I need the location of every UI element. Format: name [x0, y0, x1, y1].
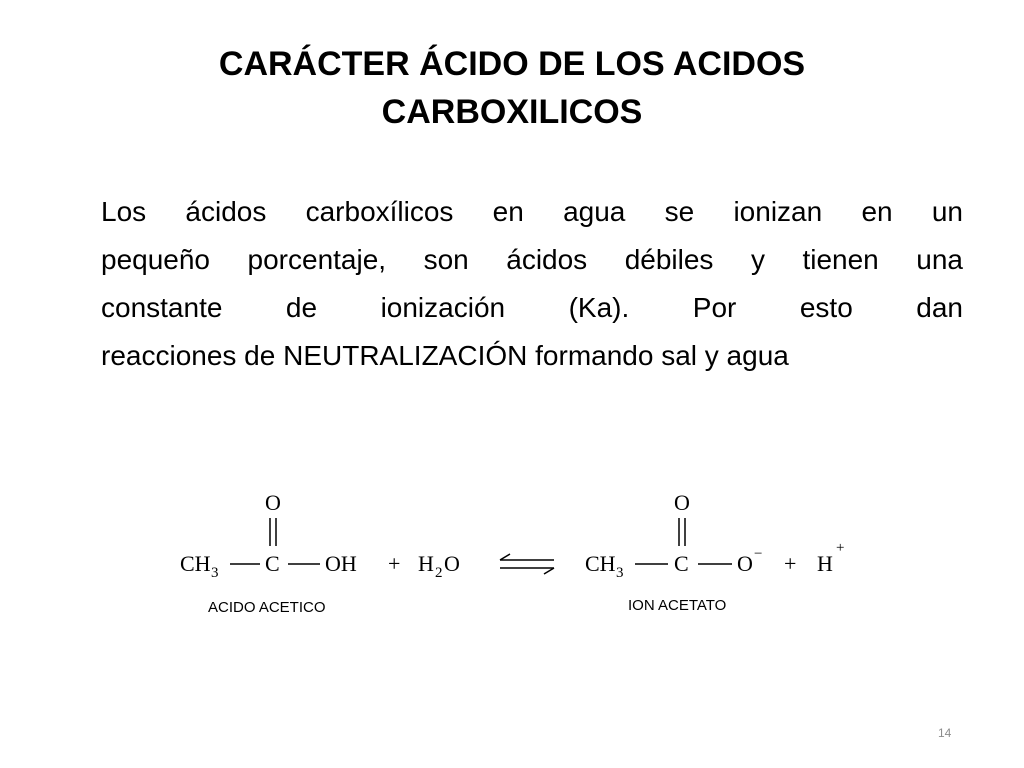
- proton: [817, 540, 844, 576]
- ion-ch: CH: [585, 551, 616, 576]
- acetate-ion-structure: [585, 490, 762, 614]
- body-line-4: reacciones de NEUTRALIZACIÓN formando sal y agua: [101, 340, 789, 371]
- body-line-1: Los ácidos carboxílicos en agua se ionizan en un: [101, 196, 963, 227]
- body-paragraph: [101, 188, 963, 380]
- ion-top-oxygen: O: [674, 490, 690, 515]
- page-number: 14: [938, 726, 952, 740]
- forward-arrow-head: [500, 554, 510, 560]
- acid-caption: ACIDO ACETICO: [208, 599, 326, 616]
- acid-oh: OH: [325, 551, 357, 576]
- plus-sign-2: +: [784, 551, 797, 576]
- neutralization-equation: [170, 480, 870, 620]
- reverse-arrow-head: [544, 568, 554, 574]
- acid-ch-subscript: 3: [211, 565, 219, 581]
- title-line-1: CARÁCTER ÁCIDO DE LOS ACIDOS: [218, 45, 806, 83]
- body-line-3: constante de ionización (Ka). Por esto dan: [101, 292, 963, 323]
- water-h-subscript: 2: [435, 565, 443, 581]
- acid-top-oxygen: O: [265, 490, 281, 515]
- ion-negative-charge: −: [754, 546, 763, 562]
- equation-diagram: [170, 480, 870, 620]
- ion-caption: ION ACETATO: [628, 597, 727, 614]
- title-line-2: CARBOXILICOS: [381, 93, 643, 131]
- water-o: O: [444, 551, 460, 576]
- water-molecule: [418, 551, 460, 581]
- acid-ch: CH: [180, 551, 211, 576]
- ion-oxygen: O: [737, 551, 753, 576]
- equilibrium-arrow: [500, 554, 554, 574]
- slide-title: [112, 40, 912, 136]
- plus-sign-1: +: [388, 551, 401, 576]
- ion-carbon: C: [674, 551, 689, 576]
- proton-charge: +: [836, 540, 845, 556]
- water-h: H: [418, 551, 434, 576]
- ion-ch-subscript: 3: [616, 565, 624, 581]
- body-line-2: pequeño porcentaje, son ácidos débiles y tienen una: [101, 244, 963, 275]
- proton-h: H: [817, 551, 833, 576]
- acetic-acid-structure: [180, 490, 357, 616]
- acid-carbon: C: [265, 551, 280, 576]
